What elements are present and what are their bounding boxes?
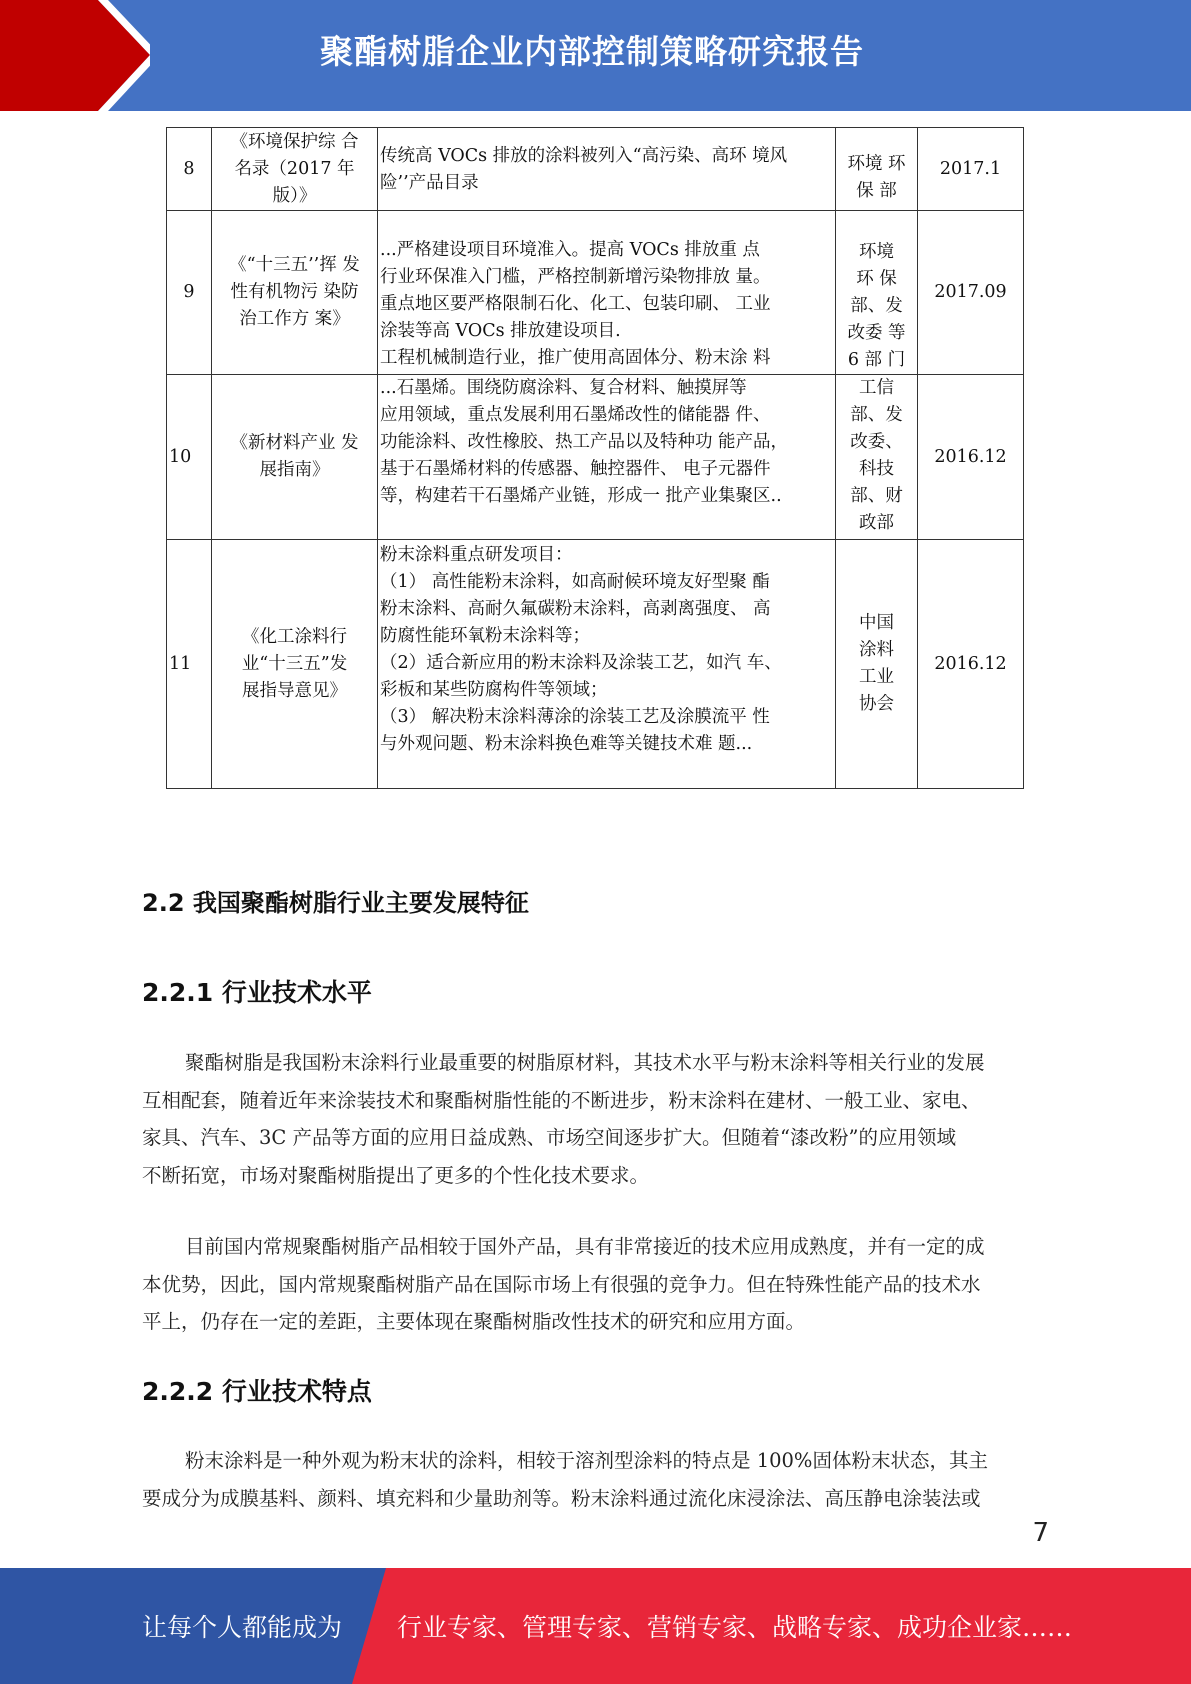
- document-name: 《化工涂料行 业“十三五”发 展指导意见》: [212, 540, 378, 789]
- issue-date: 2016.12: [918, 540, 1024, 789]
- policy-table: [166, 127, 1024, 789]
- table-row: [167, 128, 1024, 211]
- issuing-body: 工信 部、发 改委、 科技 部、财 政部: [836, 375, 918, 540]
- policy-content: 粉末涂料重点研发项目： （1） 高性能粉末涂料，如高耐候环境友好型聚 酯 粉末涂料、高耐久氟碳粉末涂料，高剥离强度、 高 防腐性能环氧粉末涂料等； （2）适合新应用的粉末涂料及涂装工艺，如汽 车、 彩板和某些防腐构件等领域； （3） 解决粉末涂料薄涂的涂装工艺及涂膜流平 性 与外观问题、粉末涂料换色难等关键技术难 题...: [378, 540, 836, 789]
- policy-content: ...严格建设项目环境准入。提高 VOCs 排放重 点 行业环保准入门槛，严格控制新增污染物排放 量。 重点地区要严格限制石化、化工、包装印刷、 工业 涂装等高 VOCs 排放建设项目. 工程机械制造行业，推广使用高固体分、粉末涂 料: [378, 211, 836, 375]
- paragraph-tech-level-2: 目前国内常规聚酯树脂产品相较于国外产品，具有非常接近的技术应用成熟度，并有一定的成 本优势，因此，国内常规聚酯树脂产品在国际市场上有很强的竞争力。但在特殊性能产品的技术水 平上，仍存在一定的差距，主要体现在聚酯树脂改性技术的研究和应用方面。: [142, 1235, 985, 1333]
- issue-date: 2017.09: [918, 211, 1024, 375]
- table-row: [167, 375, 1024, 540]
- row-number: 10: [167, 375, 212, 540]
- issue-date: 2016.12: [918, 375, 1024, 540]
- issue-date: 2017.1: [918, 128, 1024, 211]
- page-header: [0, 0, 1191, 111]
- row-number: 11: [167, 540, 212, 789]
- footer-slogan-left: 让每个人都能成为: [142, 1613, 343, 1642]
- document-name: 《“十三五’’挥 发 性有机物污 染防 治工作方 案》: [212, 211, 378, 375]
- page-number: 7: [1032, 1518, 1049, 1548]
- policy-content: 传统高 VOCs 排放的涂料被列入“高污染、高环 境风 险’’产品目录: [378, 128, 836, 211]
- issuing-body: 中国 涂料 工业 协会: [836, 540, 918, 789]
- section-heading-2-2-1: 2.2.1 行业技术水平: [142, 978, 372, 1007]
- section-heading-2-2-2: 2.2.2 行业技术特点: [142, 1377, 372, 1406]
- report-title: 聚酯树脂企业内部控制策略研究报告: [320, 32, 864, 71]
- row-number: 9: [167, 211, 212, 375]
- section-heading-2-2: 2.2 我国聚酯树脂行业主要发展特征: [142, 889, 529, 917]
- document-name: 《新材料产业 发 展指南》: [212, 375, 378, 540]
- footer-slogan-right: 行业专家、管理专家、营销专家、战略专家、成功企业家……: [397, 1613, 1073, 1642]
- paragraph-tech-level-1: 聚酯树脂是我国粉末涂料行业最重要的树脂原材料，其技术水平与粉末涂料等相关行业的发展 互相配套，随着近年来涂装技术和聚酯树脂性能的不断进步，粉末涂料在建材、一般工业、家电、 家具、汽车、3C 产品等方面的应用日益成熟、市场空间逐步扩大。但随着“漆改粉”的应用领域 不断拓宽，市场对聚酯树脂提出了更多的个性化技术要求。: [142, 1051, 985, 1187]
- paragraph-tech-features: 粉末涂料是一种外观为粉末状的涂料，相较于溶剂型涂料的特点是 100%固体粉末状态，其主 要成分为成膜基料、颜料、填充料和少量助剂等。粉末涂料通过流化床浸涂法、高压静电涂装法或: [142, 1449, 988, 1510]
- table-row: [167, 211, 1024, 375]
- table-row: [167, 540, 1024, 789]
- document-name: 《环境保护综 合 名录（2017 年 版）》: [212, 128, 378, 211]
- header-red-chevron: [0, 0, 150, 111]
- policy-content: ...石墨烯。围绕防腐涂料、复合材料、触摸屏等 应用领域，重点发展利用石墨烯改性的储能器 件、 功能涂料、改性橡胶、热工产品以及特种功 能产品， 基于石墨烯材料的传感器、触控器件、 电子元器件 等，构建若干石墨烯产业链，形成一 批产业集聚区..: [378, 375, 836, 540]
- issuing-body: 环境 环 保 部、发 改委 等 6 部 门: [836, 211, 918, 375]
- row-number: 8: [167, 128, 212, 211]
- issuing-body: 环境 环 保 部: [836, 128, 918, 211]
- page-footer: [0, 1568, 1191, 1684]
